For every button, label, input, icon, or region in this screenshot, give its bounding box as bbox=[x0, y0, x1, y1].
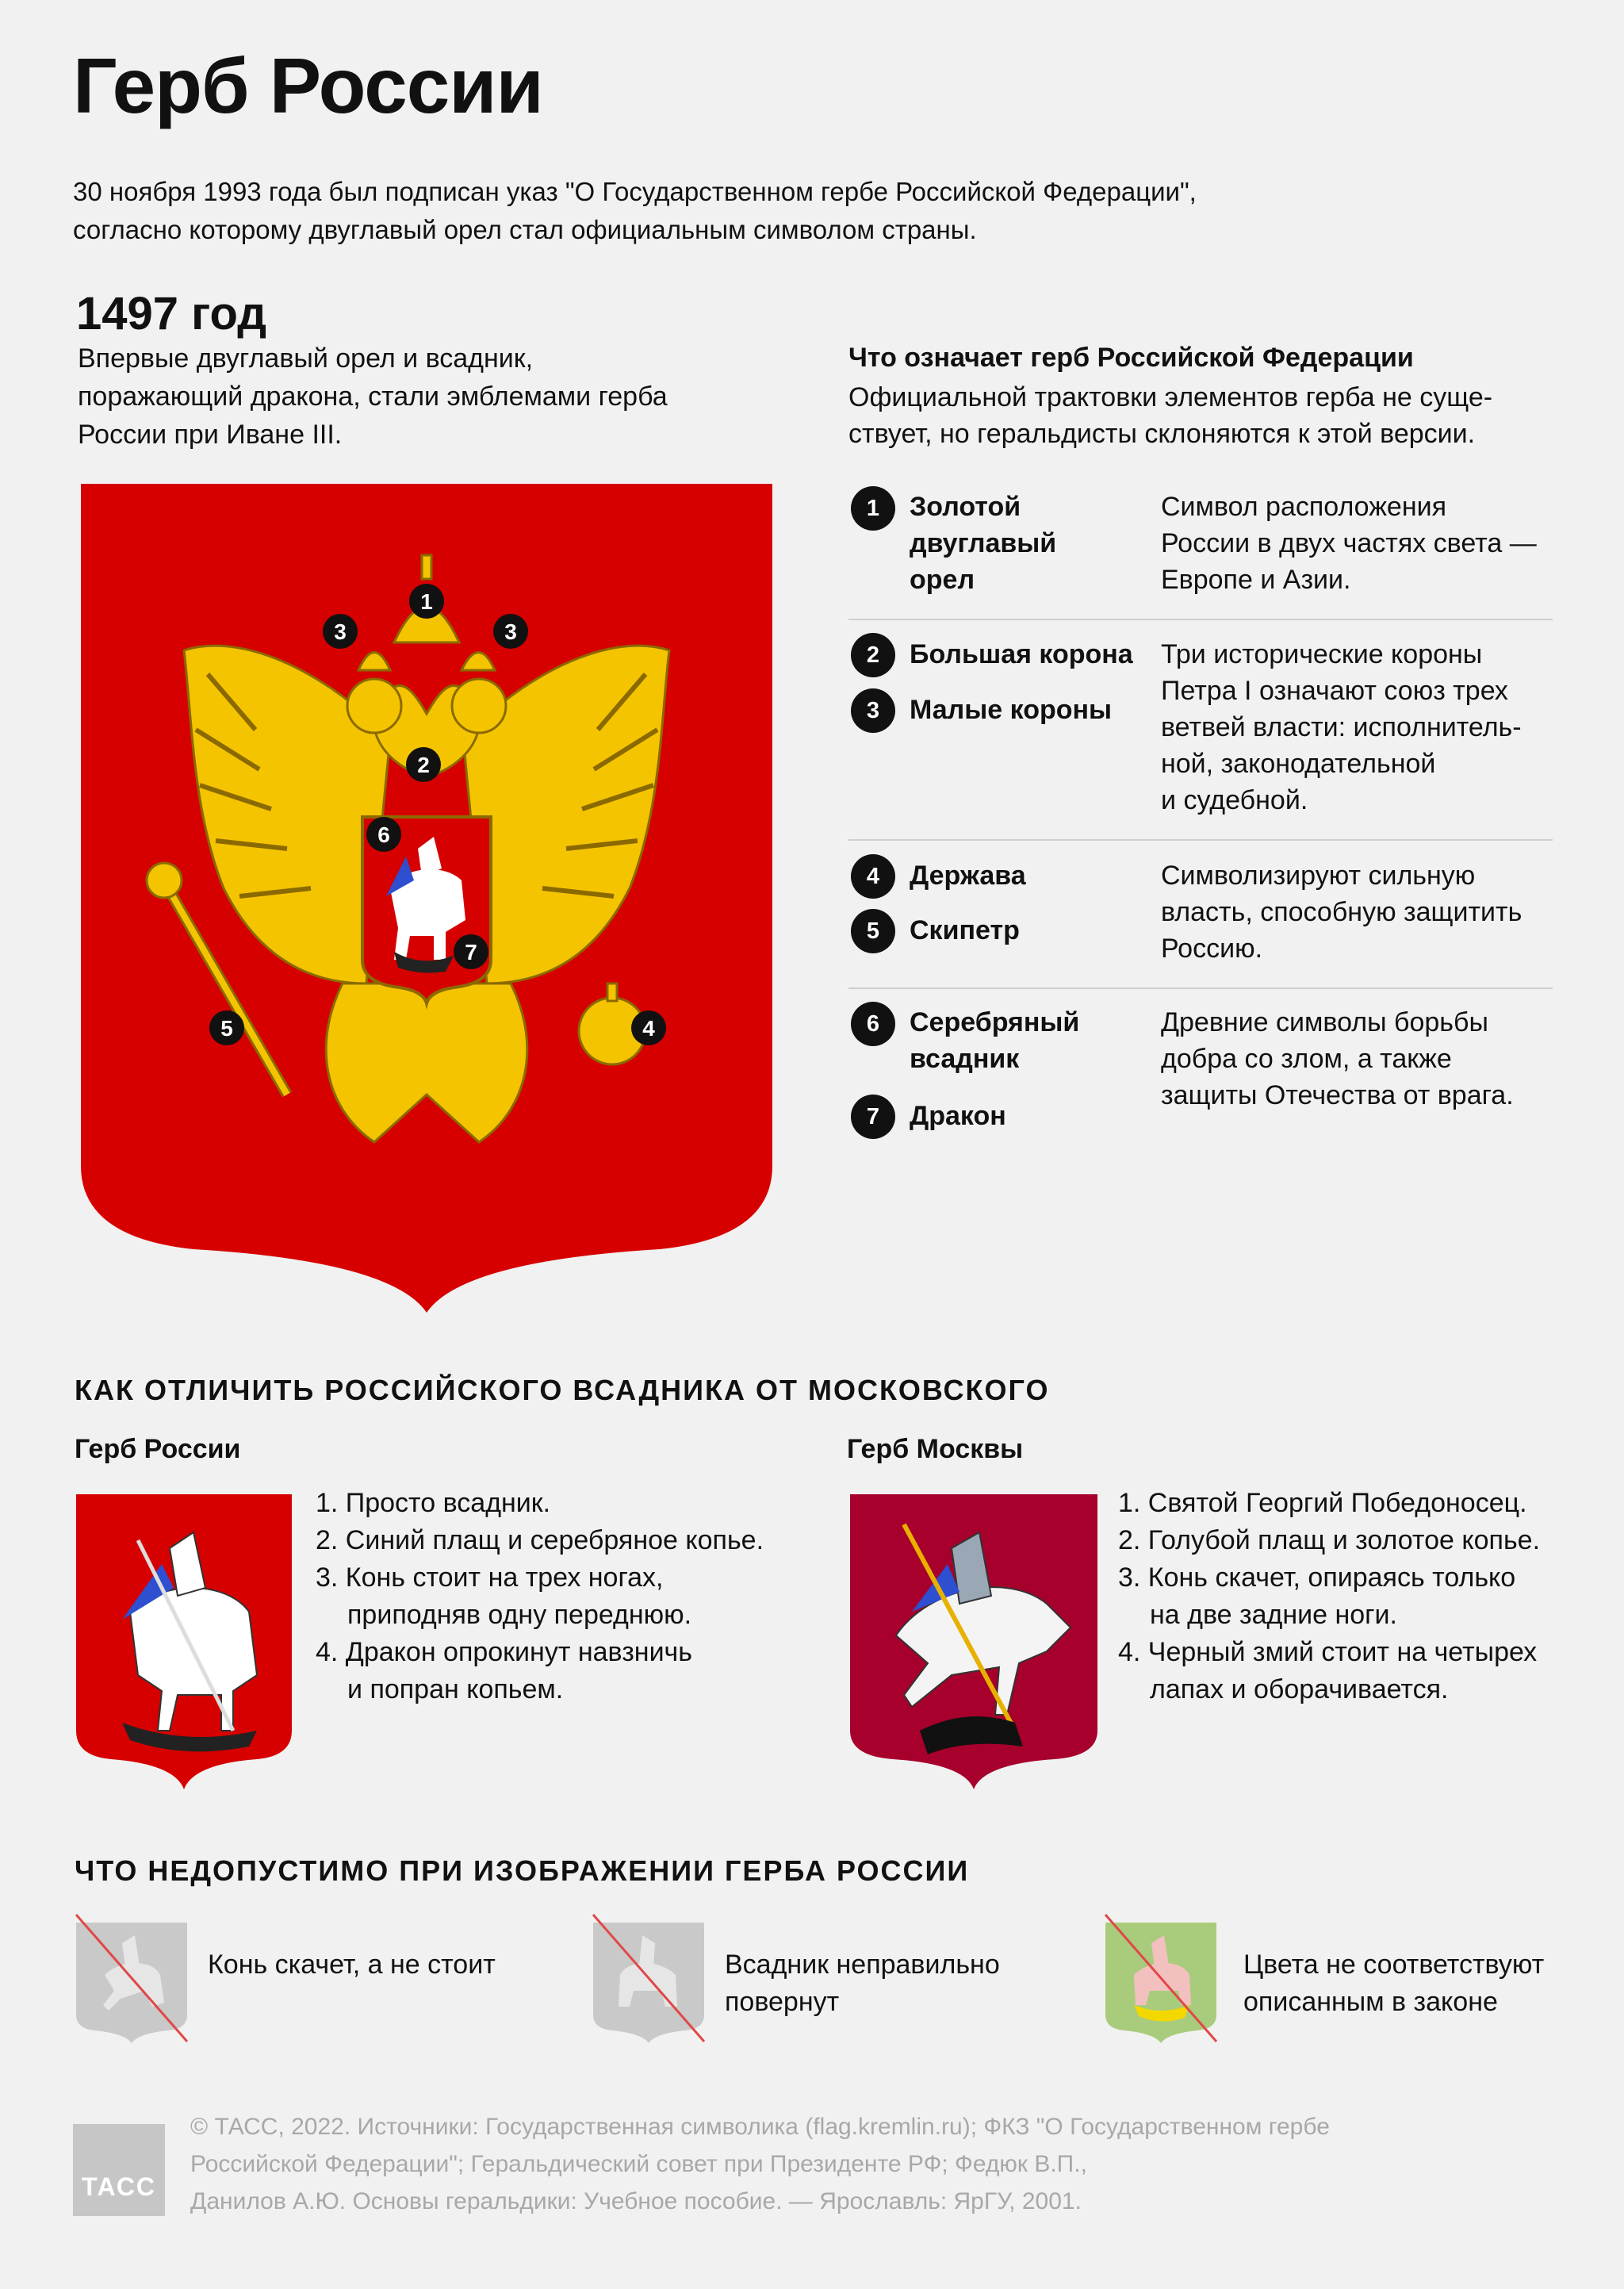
number-badge: 7 bbox=[851, 1095, 895, 1139]
svg-text:1: 1 bbox=[420, 589, 433, 614]
footer-sources: © ТАСС, 2022. Источники: Государственная символика (flag.kremlin.ru); ФКЗ "О Государственном гербе Российской Федерации"; Геральдический совет при Президенте РФ; Федюк В.П., Данилов А.Ю. Основы геральдики: Учебное пособие. — Ярославль: ЯрГУ, 2001. bbox=[190, 2114, 1330, 2214]
meaning-item-desc: Символизируют сильную власть, способную защитить Россию. bbox=[1161, 861, 1522, 964]
number-badge: 6 bbox=[851, 1002, 895, 1046]
meaning-item-desc: Древние символы борьбы добра со злом, а также защиты Отечества от врага. bbox=[1161, 1007, 1514, 1110]
meaning-item-name: Дракон bbox=[910, 1101, 1006, 1131]
meaning-item-name: Серебряный всадник bbox=[910, 1007, 1080, 1074]
svg-text:3: 3 bbox=[334, 619, 347, 644]
russia-label: Герб России bbox=[75, 1434, 241, 1464]
svg-text:6: 6 bbox=[377, 822, 390, 847]
divider bbox=[848, 839, 1553, 841]
meaning-item-name: Держава bbox=[910, 861, 1026, 891]
moscow-list: 1. Святой Георгий Победоносец. 2. Голубой плащ и золотое копье. 3. Конь скачет, опираясь только на две задние ноги. 4. Черный змий стоит на четырех лапах и оборачивается. bbox=[1118, 1488, 1541, 1704]
number-badge: 1 bbox=[851, 486, 895, 531]
meaning-subtitle: Официальной трактовки элементов герба не суще- ствует, но геральдисты склоняются к этой версии. bbox=[848, 382, 1493, 449]
wrong-text-2: Всадник неправильно повернут bbox=[725, 1950, 1000, 2017]
wrong-heading: ЧТО НЕДОПУСТИМО ПРИ ИЗОБРАЖЕНИИ ГЕРБА РОССИИ bbox=[75, 1854, 970, 1887]
wrong-text-1: Конь скачет, а не стоит bbox=[208, 1950, 496, 1980]
moscow-rider-image bbox=[848, 1493, 1099, 1791]
meaning-item-name: Малые короны bbox=[910, 695, 1113, 725]
russia-list: 1. Просто всадник. 2. Синий плащ и серебряное копье. 3. Конь стоит на трех ногах, приподняв одну переднюю. 4. Дракон опрокинут навзничь и попран копьем. bbox=[316, 1488, 764, 1704]
meaning-item-desc: Символ расположения России в двух частях света — Европе и Азии. bbox=[1161, 492, 1537, 595]
meaning-item-name: Золотой двуглавый орел bbox=[910, 492, 1057, 595]
history-year: 1497 год bbox=[76, 288, 267, 339]
divider bbox=[848, 619, 1553, 620]
svg-text:5: 5 bbox=[220, 1016, 233, 1041]
number-badge: 4 bbox=[851, 854, 895, 899]
divider bbox=[848, 987, 1553, 989]
history-text: Впервые двуглавый орел и всадник, поражающий дракона, стали эмблемами герба России при Иване III. bbox=[78, 343, 668, 450]
wrong-example-3-icon bbox=[1102, 1911, 1220, 2045]
number-badge: 5 bbox=[851, 909, 895, 953]
wrong-text-3: Цвета не соответствуют описанным в законе bbox=[1243, 1950, 1545, 2017]
meaning-item-name: Скипетр bbox=[910, 915, 1020, 945]
svg-text:7: 7 bbox=[465, 940, 477, 964]
wrong-example-1-icon bbox=[73, 1911, 190, 2045]
intro-text: 30 ноября 1993 года был подписан указ "О Государственном гербе Российской Федерации", согласно которому двуглавый орел стал официальным символом страны. bbox=[73, 177, 1197, 244]
meaning-item-name: Большая корона bbox=[910, 639, 1133, 669]
number-badge: 2 bbox=[851, 633, 895, 677]
meaning-item-desc: Три исторические короны Петра I означают союз трех ветвей власти: исполнитель- ной, законодательной и судебной. bbox=[1161, 639, 1522, 815]
number-badge: 3 bbox=[851, 688, 895, 733]
compare-heading: КАК ОТЛИЧИТЬ РОССИЙСКОГО ВСАДНИКА ОТ МОСКОВСКОГО bbox=[75, 1374, 1050, 1406]
moscow-label: Герб Москвы bbox=[847, 1434, 1024, 1464]
coat-of-arms-image bbox=[73, 476, 780, 1317]
svg-text:4: 4 bbox=[642, 1016, 655, 1041]
svg-text:2: 2 bbox=[417, 753, 430, 777]
wrong-example-2-icon bbox=[590, 1911, 707, 2045]
tass-logo: ТАСС bbox=[73, 2124, 165, 2216]
meaning-heading: Что означает герб Российской Федерации bbox=[848, 343, 1414, 373]
page-title: Герб России bbox=[73, 42, 543, 129]
svg-text:3: 3 bbox=[504, 619, 517, 644]
russia-rider-image bbox=[75, 1493, 293, 1791]
